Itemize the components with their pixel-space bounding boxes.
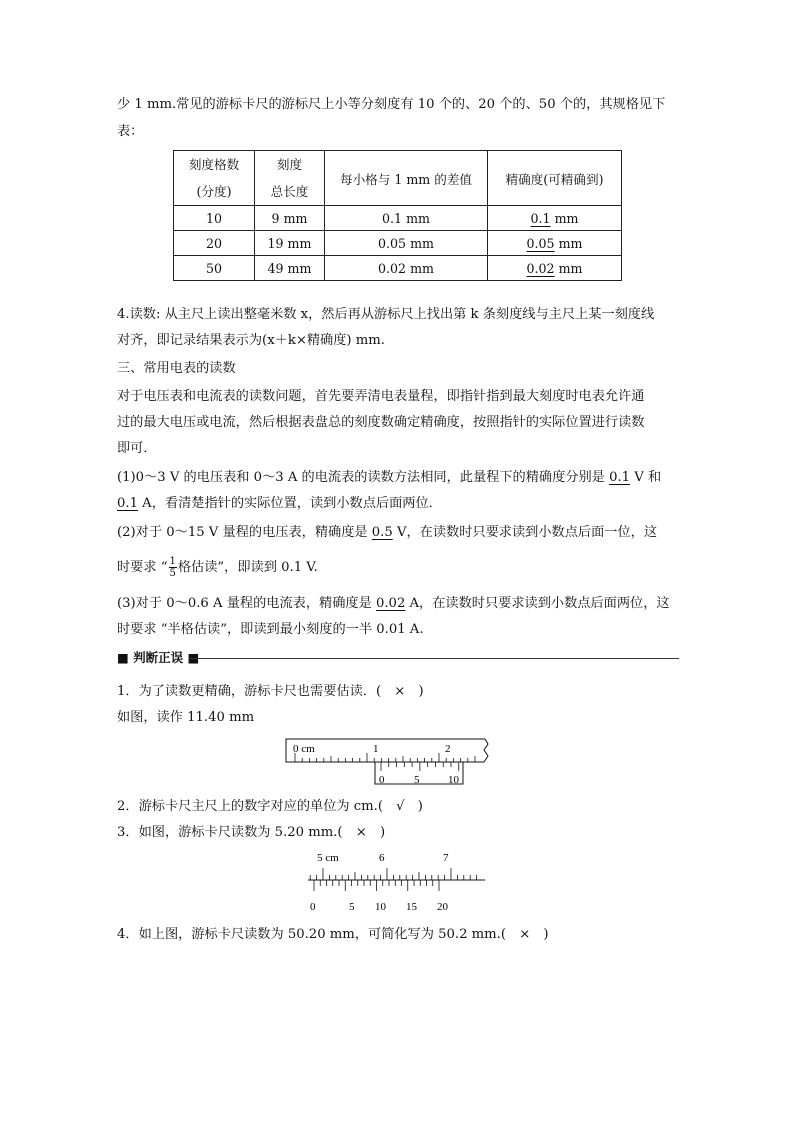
item-1-line-2 [117,491,679,516]
header-length [255,151,325,206]
intro-line-1: 少 1 mm.常见的游标卡尺的游标尺上小等分刻度有 10 个的、20 个的、50 个的，其规格见下 [117,97,666,112]
reading-line-2: 对齐，即记录结果表示为(x＋k×精确度) mm. [117,333,385,348]
vernier-label: 5 [414,774,420,786]
cell-diff: 0.1 mm [325,206,488,231]
item-2-line-1 [117,520,679,545]
item-3-line-2: 时要求 “半格估读”，即读到最小刻度的一半 0.01 A. [117,622,424,637]
section-3-para-1: 对于电压表和电流表的读数问题，首先要弄清电表量程，即指针指到最大刻度时电表允许通 [117,389,645,404]
item-2-text: (2)对于 0～15 V 量程的电压表，精确度是 [117,525,372,540]
table-row [174,256,622,281]
main-label: 7 [443,852,449,864]
precision-unit: mm [554,260,583,276]
cell-divisions: 10 [174,206,255,231]
item-1-text-3: A，看清楚指针的实际位置，读到小数点后面两位． [137,496,442,511]
item-1-line-1 [117,465,679,490]
question-1: 1．为了读数更精确，游标卡尺也需要估读．( × ) [117,684,424,699]
item-1-text-2: V 和 [630,470,662,485]
judge-heading-text: 判断正误 [133,650,184,665]
item-3-text-2: A，在读数时只要求读到小数点后面两位，这 [405,596,670,611]
table-row [174,206,622,231]
item-1-answer-1: 0.1 [609,470,631,485]
vernier-label: 10 [375,901,386,913]
vernier-spec-table [173,150,622,281]
caliper-diagram-1 [285,738,495,790]
header-divisions-line1: 刻度格数 [188,157,240,172]
section-3-title: 三、常用电表的读数 [117,361,236,376]
header-length-line1: 刻度 [276,157,303,172]
precision-answer: 0.05 [526,235,555,251]
cell-length: 49 mm [255,256,325,281]
question-4: 4．如上图，游标卡尺读数为 50.20 mm，可简化写为 50.2 mm.( × ) [117,927,549,942]
fraction-one-fifth [169,556,177,579]
fraction-denominator: 5 [169,568,176,579]
cell-divisions: 50 [174,256,255,281]
precision-unit: mm [554,235,583,251]
intro-line-2: 表： [117,124,144,139]
header-divisions [174,151,255,206]
item-2-text-3: 时要求 “ [117,560,168,575]
cell-diff: 0.05 mm [325,231,488,256]
main-scale-ticks [310,868,476,880]
cell-precision [488,231,622,256]
item-2-text-2: V，在读数时只要求读到小数点后面一位，这 [392,525,658,540]
main-label: 5 cm [317,852,339,864]
main-label: 1 [373,743,379,755]
question-1-note: 如图，读作 11.40 mm [117,710,255,725]
precision-answer: 0.1 [530,210,551,226]
section-3-para-2: 过的最大电压或电流，然后根据表盘总的刻度数确定精确度，按照指针的实际位置进行读数 [117,415,645,430]
cell-length: 9 mm [255,206,325,231]
vernier-label: 15 [406,901,417,913]
item-1-text: (1)0～3 V 的电压表和 0～3 A 的电流表的读数方法相同，此量程下的精确度分别是 [117,470,610,485]
reading-line-1: 4.读数: 从主尺上读出整毫米数 x，然后再从游标尺上找出第 k 条刻度线与主尺上某一刻度线 [117,307,655,322]
judge-heading: ■ 判断正误 ■ [117,650,200,665]
cell-diff: 0.02 mm [325,256,488,281]
question-2: 2．游标卡尺主尺上的数字对应的单位为 cm.( √ ) [117,799,423,814]
vernier-label: 5 [349,901,355,913]
header-divisions-line2: (分度) [196,184,232,199]
item-3-text: (3)对于 0～0.6 A 量程的电流表，精确度是 [117,596,376,611]
fraction-numerator: 1 [169,556,176,567]
section-divider [189,658,679,659]
cell-divisions: 20 [174,231,255,256]
item-3-answer: 0.02 [375,596,406,611]
vernier-label: 0 [379,774,385,786]
item-2-line-2 [117,555,679,580]
vernier-scale-ticks [314,880,439,891]
header-length-line2: 总长度 [270,184,309,199]
item-2-text-4: 格估读”，即读到 0.1 V. [177,560,318,575]
table-header-row [174,151,622,206]
main-label: 0 cm [293,743,315,755]
vernier-label: 0 [310,901,316,913]
header-diff: 每小格与 1 mm 的差值 [325,151,488,206]
item-3-line-1 [117,591,679,616]
judge-section-header [117,651,679,665]
precision-unit: mm [550,210,579,226]
cell-length: 19 mm [255,231,325,256]
question-3: 3．如图，游标卡尺读数为 5.20 mm.( × ) [117,825,386,840]
main-label: 6 [379,852,385,864]
main-label: 2 [445,743,451,755]
item-1-answer-2: 0.1 [117,496,138,511]
cell-precision [488,256,622,281]
vernier-label: 20 [437,901,448,913]
caliper-diagram-2 [305,847,490,915]
precision-answer: 0.02 [526,260,555,276]
vernier-label: 10 [448,774,459,786]
section-3-para-3: 即可． [117,441,157,456]
item-2-answer: 0.5 [371,525,393,540]
header-precision: 精确度(可精确到) [488,151,622,206]
cell-precision [488,206,622,231]
table-row [174,231,622,256]
